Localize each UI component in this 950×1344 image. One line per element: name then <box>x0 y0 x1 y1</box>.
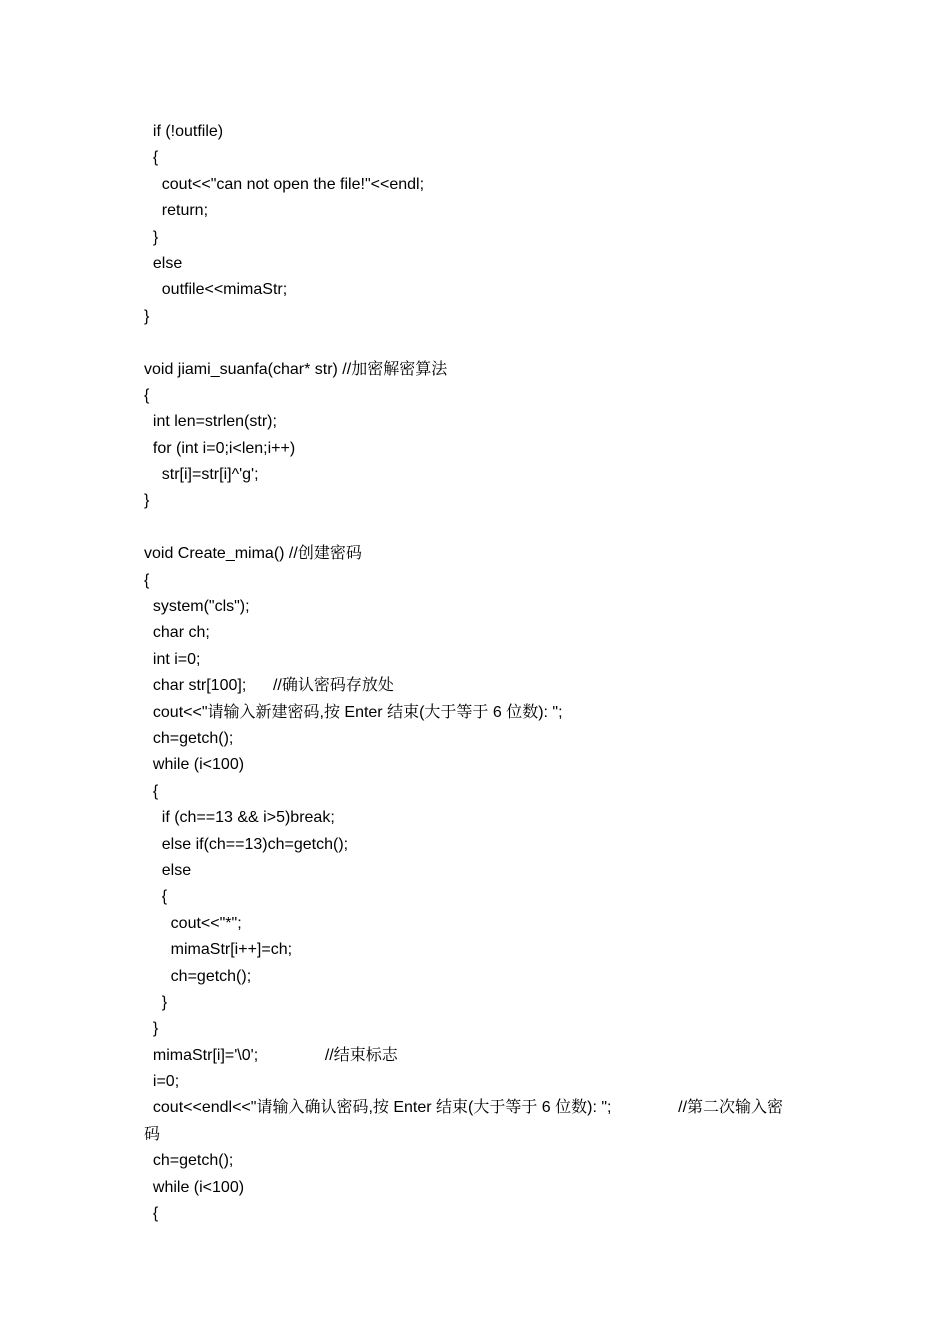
code-line: ch=getch(); <box>144 967 252 985</box>
code-line: { <box>144 782 159 800</box>
code-line: { <box>144 571 150 589</box>
code-line: cout<<"请输入新建密码,按 Enter 结束(大于等于 6 位数): "; <box>144 703 563 721</box>
code-line: } <box>144 492 150 510</box>
code-line: for (int i=0;i<len;i++) <box>144 439 296 457</box>
code-line: void Create_mima() //创建密码 <box>144 545 362 563</box>
code-line: { <box>144 386 150 404</box>
code-line: cout<<"can not open the file!"<<endl; <box>144 175 425 193</box>
code-line: 码 <box>144 1125 161 1143</box>
code-line: mimaStr[i++]=ch; <box>144 941 293 959</box>
code-line: { <box>144 1205 159 1223</box>
code-line: else <box>144 861 192 879</box>
code-line: i=0; <box>144 1073 180 1091</box>
code-line: { <box>144 888 168 906</box>
code-line: } <box>144 307 150 325</box>
code-line: ch=getch(); <box>144 1152 234 1170</box>
code-line: } <box>144 228 159 246</box>
code-line: ch=getch(); <box>144 729 234 747</box>
code-line: outfile<<mimaStr; <box>144 281 288 299</box>
code-line: cout<<endl<<"请输入确认密码,按 Enter 结束(大于等于 6 位数): "; //第二次输入密 <box>144 1099 784 1117</box>
code-line: } <box>144 1020 159 1038</box>
code-line: int len=strlen(str); <box>144 413 277 431</box>
code-line: cout<<"*"; <box>144 914 242 932</box>
code-line: char ch; <box>144 624 210 642</box>
code-line: void jiami_suanfa(char* str) //加密解密算法 <box>144 360 448 378</box>
code-line: while (i<100) <box>144 1178 245 1196</box>
code-line: while (i<100) <box>144 756 245 774</box>
blank-line <box>144 515 824 541</box>
code-line: mimaStr[i]='\0'; //结束标志 <box>144 1046 398 1064</box>
code-line: else <box>144 254 183 272</box>
code-line: } <box>144 993 168 1011</box>
code-line: char str[100]; //确认密码存放处 <box>144 677 394 695</box>
code-line: int i=0; <box>144 650 201 668</box>
code-line: else if(ch==13)ch=getch(); <box>144 835 349 853</box>
code-line: if (ch==13 && i>5)break; <box>144 809 335 827</box>
code-line: str[i]=str[i]^'g'; <box>144 466 259 484</box>
blank-line <box>144 330 824 356</box>
code-listing <box>144 119 824 1227</box>
code-line: if (!outfile) <box>144 123 224 140</box>
code-line: return; <box>144 202 209 220</box>
code-line: system("cls"); <box>144 598 250 616</box>
code-line: { <box>144 149 159 167</box>
